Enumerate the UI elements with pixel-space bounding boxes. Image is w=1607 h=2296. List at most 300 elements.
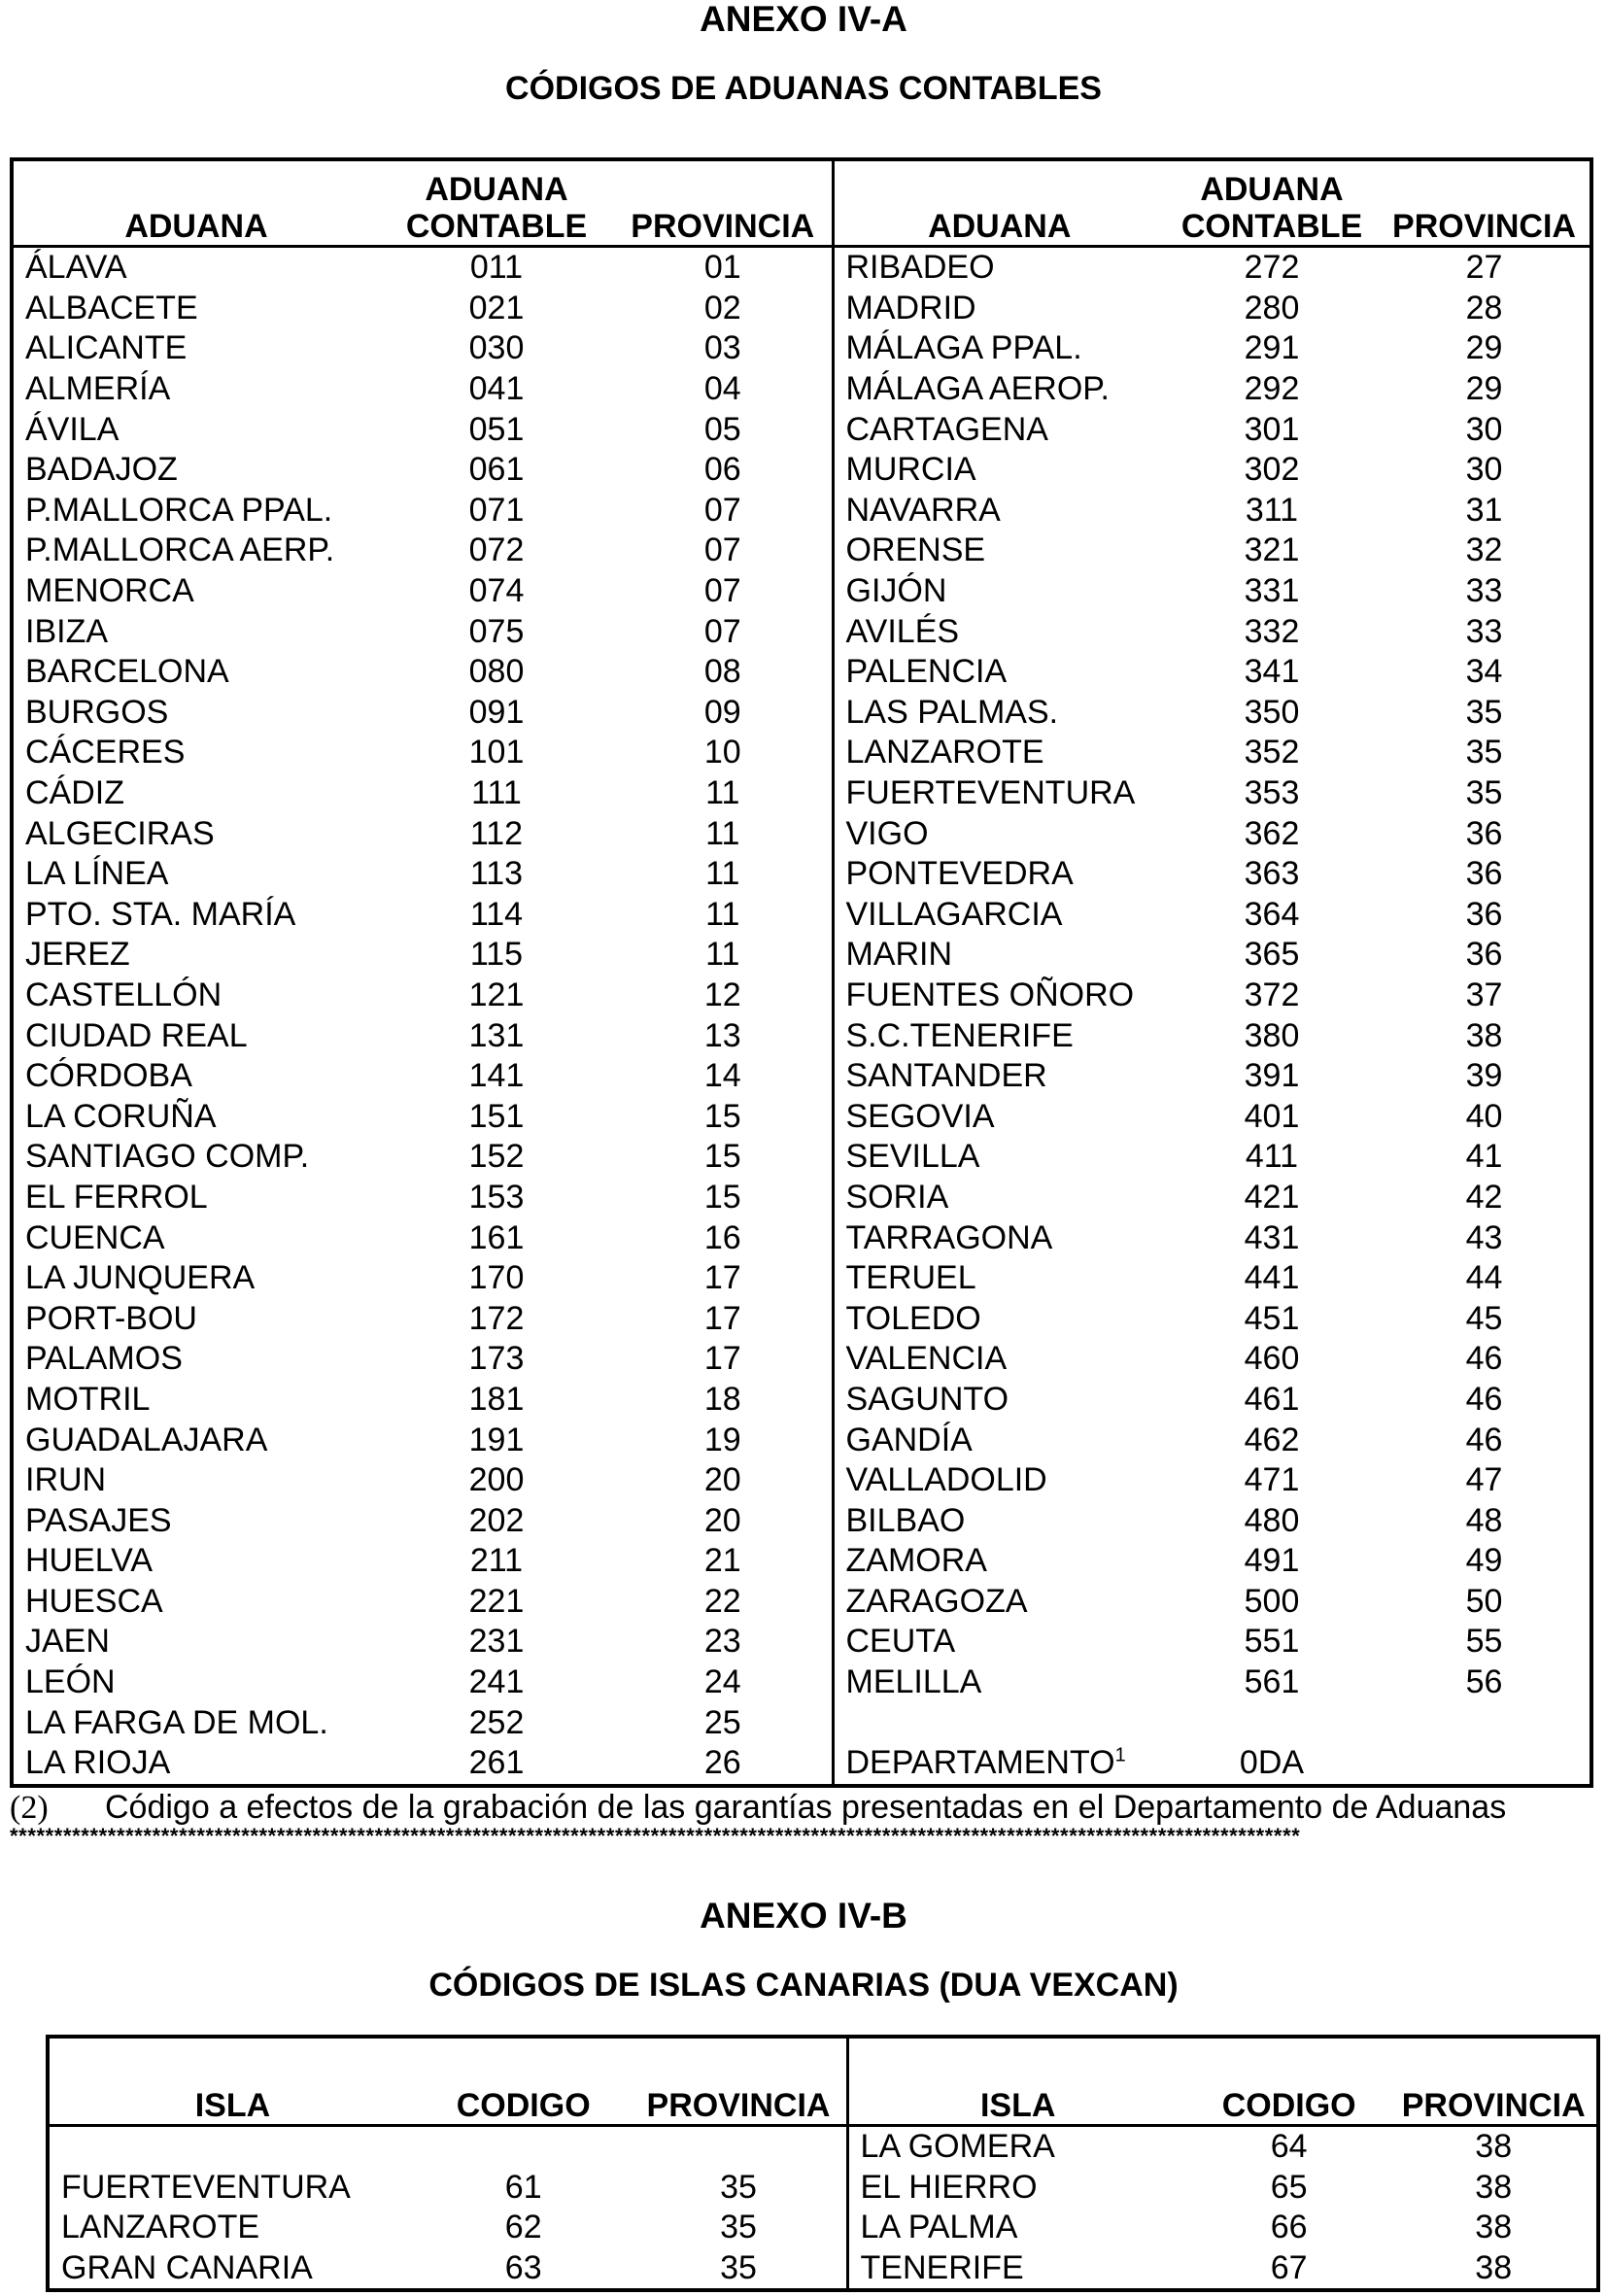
aduana-cell: BILBAO: [833, 1500, 1165, 1541]
contable-cell: 112: [469, 814, 524, 852]
provincia-cell: 15: [703, 1138, 741, 1176]
contable-cell: 471: [1244, 1461, 1300, 1499]
isla-cell: LANZAROTE: [61, 2209, 260, 2246]
contable-cell: 365: [1244, 936, 1300, 974]
aduana-cell: ZAMORA: [833, 1541, 1165, 1582]
contable-cell: 114: [469, 895, 524, 933]
aduana-cell: SAGUNTO: [833, 1380, 1165, 1421]
footnote-text: Código a efectos de la grabación de las garantías presentadas en el Departamento de Aduanas: [105, 1789, 1507, 1826]
aduana-cell: CEUTA: [833, 1622, 1165, 1662]
provincia-cell: [631, 2126, 847, 2168]
contable-cell: 041: [468, 370, 525, 408]
provincia-cell: 23: [703, 1623, 741, 1661]
contable-cell: 111: [471, 774, 522, 812]
isla-cell: LA PALMA: [847, 2208, 1187, 2248]
table-header-row: [48, 2037, 1598, 2126]
aduana-cell: MÁLAGA AEROP.: [833, 369, 1165, 410]
contable-cell: 380: [1244, 1016, 1300, 1054]
table-row: [12, 571, 1591, 612]
contable-cell: 0DA: [1239, 1744, 1305, 1782]
contable-cell: 272: [1244, 249, 1300, 287]
table-header-row: [12, 159, 1591, 247]
aduana-cell: SANTANDER: [833, 1056, 1165, 1097]
contable-cell: 421: [1244, 1178, 1300, 1216]
aduana-cell: VALENCIA: [833, 1339, 1165, 1380]
provincia-cell: 37: [1465, 976, 1503, 1013]
provincia-cell: 36: [1465, 895, 1503, 933]
customs-codes-table: [10, 157, 1593, 1788]
aduana-cell: LANZAROTE: [833, 733, 1165, 773]
isla-cell: EL HIERRO: [847, 2168, 1187, 2209]
header-isla-left: ISLA: [48, 2037, 416, 2126]
contable-cell: 480: [1244, 1501, 1300, 1539]
table-row: [12, 935, 1591, 976]
provincia-cell: 38: [1465, 1016, 1503, 1054]
contable-cell: 302: [1244, 451, 1300, 489]
table-row: [12, 611, 1591, 652]
aduana-cell: S.C.TENERIFE: [833, 1015, 1165, 1056]
contable-cell: 460: [1244, 1340, 1300, 1378]
aduana-cell: PORT-BOU: [25, 1299, 197, 1337]
contable-cell: 301: [1244, 410, 1300, 448]
contable-cell: 292: [1244, 370, 1300, 408]
provincia-cell: 39: [1465, 1057, 1503, 1095]
provincia-cell: 49: [1465, 1542, 1503, 1580]
aduana-cell: SEVILLA: [833, 1137, 1165, 1178]
provincia-cell: 21: [703, 1542, 741, 1580]
table-row: [12, 1298, 1591, 1339]
table-row: [12, 1137, 1591, 1178]
aduana-cell: FUENTES OÑORO: [833, 976, 1165, 1016]
table-row: [12, 813, 1591, 854]
aduana-cell: ORENSE: [833, 531, 1165, 571]
aduana-cell: PONTEVEDRA: [833, 854, 1165, 895]
canary-islands-body: [48, 2126, 1598, 2291]
contable-cell: 451: [1244, 1299, 1300, 1337]
aduana-cell: ALGECIRAS: [25, 814, 215, 852]
provincia-cell: 56: [1465, 1663, 1503, 1701]
provincia-cell: 36: [1465, 936, 1503, 974]
table-row: [12, 733, 1591, 773]
contable-cell: 332: [1244, 612, 1300, 650]
provincia-cell: 35: [720, 2209, 757, 2246]
aduana-cell: IRUN: [25, 1461, 107, 1499]
aduana-cell: MÁLAGA PPAL.: [833, 328, 1165, 369]
isla-cell: TENERIFE: [847, 2248, 1187, 2291]
contable-cell: 341: [1244, 653, 1300, 691]
provincia-cell: 48: [1465, 1501, 1503, 1539]
aduana-cell: TOLEDO: [833, 1298, 1165, 1339]
contable-cell: 113: [469, 855, 524, 893]
contable-cell: 202: [468, 1501, 525, 1539]
table-row: [12, 328, 1591, 369]
aduana-cell: TARRAGONA: [833, 1217, 1165, 1258]
contable-cell: 170: [468, 1259, 525, 1297]
footnote-number: (2): [10, 1790, 49, 1826]
aduana-cell: ÁVILA: [25, 410, 120, 448]
table-row: [12, 1015, 1591, 1056]
isla-cell: [48, 2126, 416, 2168]
table-row: [12, 693, 1591, 734]
contable-cell: 280: [1244, 289, 1300, 326]
provincia-cell: 08: [703, 653, 741, 691]
provincia-cell: 35: [720, 2249, 757, 2287]
provincia-cell: 09: [703, 693, 741, 731]
table-row: [12, 531, 1591, 571]
aduana-cell: TERUEL: [833, 1258, 1165, 1299]
provincia-cell: 25: [703, 1703, 741, 1741]
provincia-cell: 30: [1465, 410, 1503, 448]
table-row: [12, 1056, 1591, 1097]
aduana-cell: SORIA: [833, 1178, 1165, 1218]
table-row: [12, 369, 1591, 410]
aduana-cell: AVILÉS: [833, 611, 1165, 652]
aduana-cell: MADRID: [833, 289, 1165, 329]
header-provincia-left: PROVINCIA: [631, 2037, 847, 2126]
contable-cell: 500: [1244, 1582, 1300, 1620]
provincia-cell: 15: [703, 1178, 741, 1216]
provincia-cell: 07: [703, 572, 741, 610]
footnote: [10, 1789, 1603, 1827]
table-row: [48, 2168, 1598, 2209]
contable-cell: 231: [468, 1623, 525, 1661]
table-row: [12, 289, 1591, 329]
provincia-cell: 36: [1465, 855, 1503, 893]
provincia-cell: 38: [1475, 2249, 1513, 2287]
provincia-cell: [1379, 1743, 1591, 1786]
contable-cell: 353: [1244, 774, 1300, 812]
table-row: [12, 1178, 1591, 1218]
provincia-cell: 55: [1465, 1623, 1503, 1661]
provincia-cell: 47: [1465, 1461, 1503, 1499]
provincia-cell: 31: [1465, 491, 1503, 529]
contable-cell: 350: [1244, 693, 1300, 731]
aduana-cell: SEGOVIA: [833, 1096, 1165, 1137]
header-aduana-left: ADUANA: [12, 159, 379, 247]
header-codigo-right: CODIGO: [1187, 2037, 1391, 2126]
table-row: [12, 1217, 1591, 1258]
provincia-cell: 11: [705, 814, 740, 852]
provincia-cell: 28: [1465, 289, 1503, 326]
contable-cell: 462: [1244, 1421, 1300, 1458]
aduana-cell: LA CORUÑA: [25, 1097, 217, 1135]
aduana-cell: CARTAGENA: [833, 409, 1165, 450]
provincia-cell: 12: [703, 976, 741, 1013]
provincia-cell: 02: [703, 289, 741, 326]
aduana-cell: CÓRDOBA: [25, 1057, 192, 1095]
table-row: [12, 1743, 1591, 1786]
aduana-cell: HUELVA: [25, 1542, 154, 1580]
aduana-cell: GUADALAJARA: [25, 1421, 268, 1458]
aduana-cell: CÁCERES: [25, 734, 186, 771]
contable-cell: 362: [1244, 814, 1300, 852]
provincia-cell: 06: [703, 451, 741, 489]
contable-cell: 071: [468, 491, 525, 529]
contable-cell: 075: [468, 612, 525, 650]
codigo-cell: 65: [1270, 2168, 1308, 2206]
provincia-cell: 26: [703, 1744, 741, 1782]
provincia-cell: 18: [703, 1380, 741, 1418]
contable-cell: 461: [1244, 1380, 1300, 1418]
provincia-cell: 27: [1465, 249, 1503, 287]
contable-cell: 191: [468, 1421, 525, 1458]
provincia-cell: 40: [1465, 1097, 1503, 1135]
provincia-cell: 50: [1465, 1582, 1503, 1620]
codigo-cell: 62: [504, 2209, 542, 2246]
table-row: [12, 1582, 1591, 1623]
provincia-cell: 11: [705, 855, 740, 893]
header-contable-right: [1165, 159, 1379, 247]
aduana-cell: VILLAGARCIA: [833, 895, 1165, 936]
provincia-cell: 36: [1465, 814, 1503, 852]
provincia-cell: [1379, 1702, 1591, 1743]
contable-cell: 561: [1244, 1663, 1300, 1701]
aduana-cell: BADAJOZ: [25, 451, 178, 489]
contable-cell: 101: [468, 734, 525, 771]
aduana-cell: BARCELONA: [25, 653, 229, 691]
aduana-cell: P.MALLORCA AERP.: [25, 531, 335, 569]
contable-cell: 441: [1244, 1259, 1300, 1297]
aduana-cell: HUESCA: [25, 1582, 163, 1620]
table-row: [12, 247, 1591, 289]
aduana-cell: JAEN: [25, 1623, 110, 1661]
aduana-cell: MOTRIL: [25, 1380, 151, 1418]
provincia-cell: 45: [1465, 1299, 1503, 1337]
aduana-cell: CASTELLÓN: [25, 976, 222, 1013]
header-codigo-left: CODIGO: [416, 2037, 632, 2126]
aduana-cell: EL FERROL: [25, 1178, 208, 1216]
aduana-cell: MARIN: [833, 935, 1165, 976]
canary-islands-table: [46, 2035, 1600, 2292]
table-row: [12, 491, 1591, 531]
annex-b-title: ANEXO IV-B: [700, 1896, 907, 1936]
contable-cell: 011: [469, 249, 524, 287]
provincia-cell: 33: [1465, 572, 1503, 610]
codigo-cell: 64: [1270, 2128, 1308, 2166]
aduana-cell: ALBACETE: [25, 289, 198, 326]
table-row: [12, 409, 1591, 450]
contable-cell: 131: [468, 1016, 525, 1054]
contable-cell: 072: [468, 531, 525, 569]
contable-cell: 241: [468, 1663, 525, 1701]
provincia-cell: 13: [703, 1016, 741, 1054]
header-provincia-left: PROVINCIA: [614, 159, 833, 247]
annex-a-title: ANEXO IV-A: [700, 0, 907, 39]
provincia-cell: 17: [703, 1259, 741, 1297]
provincia-cell: 07: [703, 612, 741, 650]
header-contable-line2: CONTABLE: [405, 208, 588, 245]
provincia-cell: 32: [1465, 531, 1503, 569]
contable-cell: 211: [469, 1542, 524, 1580]
aduana-cell: GANDÍA: [833, 1420, 1165, 1460]
contable-cell: 352: [1244, 734, 1300, 771]
provincia-cell: 22: [703, 1582, 741, 1620]
provincia-cell: 41: [1465, 1138, 1503, 1176]
customs-codes-body: [12, 247, 1591, 1786]
contable-cell: 030: [468, 329, 525, 367]
asterisk-separator: *************************************************************************************************************************************************: [10, 1825, 1301, 1848]
table-row: [12, 1541, 1591, 1582]
provincia-cell: 44: [1465, 1259, 1503, 1297]
provincia-cell: 04: [703, 370, 741, 408]
table-row: [12, 1500, 1591, 1541]
aduana-cell: MURCIA: [833, 450, 1165, 491]
contable-cell: 491: [1244, 1542, 1300, 1580]
aduana-cell: RIBADEO: [833, 247, 1165, 289]
aduana-cell: FUERTEVENTURA: [833, 773, 1165, 814]
contable-cell: 221: [468, 1582, 525, 1620]
provincia-cell: 24: [703, 1663, 741, 1701]
provincia-cell: 20: [703, 1501, 741, 1539]
annex-a-subtitle: CÓDIGOS DE ADUANAS CONTABLES: [505, 70, 1102, 107]
aduana-cell: [833, 1702, 1165, 1743]
contable-cell: 181: [468, 1380, 525, 1418]
contable-cell: 121: [468, 976, 525, 1013]
header-contable-line2: CONTABLE: [1180, 208, 1363, 245]
table-row: [12, 450, 1591, 491]
provincia-cell: 42: [1465, 1178, 1503, 1216]
contable-cell: 411: [1245, 1138, 1299, 1176]
header-isla-right: ISLA: [847, 2037, 1187, 2126]
aduana-cell: LA FARGA DE MOL.: [25, 1703, 328, 1741]
table-row: [12, 1662, 1591, 1703]
contable-cell: 431: [1244, 1218, 1300, 1256]
contable-cell: 372: [1244, 976, 1300, 1013]
aduana-cell: JEREZ: [25, 936, 130, 974]
aduana-cell: IBIZA: [25, 612, 109, 650]
table-row: [48, 2126, 1598, 2168]
provincia-cell: 30: [1465, 451, 1503, 489]
provincia-cell: 35: [1465, 734, 1503, 771]
codigo-cell: 63: [504, 2249, 542, 2287]
header-aduana-right: ADUANA: [833, 159, 1165, 247]
header-provincia-right: PROVINCIA: [1379, 159, 1591, 247]
contable-cell: 363: [1244, 855, 1300, 893]
table-row: [12, 1420, 1591, 1460]
header-contable-line1: ADUANA: [1200, 171, 1344, 208]
aduana-cell: ALMERÍA: [25, 370, 171, 408]
table-row: [48, 2208, 1598, 2248]
aduana-cell: MENORCA: [25, 572, 194, 610]
aduana-cell: PASAJES: [25, 1501, 172, 1539]
aduana-cell: GIJÓN: [833, 571, 1165, 612]
provincia-cell: 35: [1465, 693, 1503, 731]
aduana-cell: P.MALLORCA PPAL.: [25, 491, 333, 529]
table-row: [12, 1339, 1591, 1380]
aduana-cell: PALAMOS: [25, 1340, 183, 1378]
provincia-cell: 17: [703, 1299, 741, 1337]
table-row: [12, 1460, 1591, 1501]
codigo-cell: 66: [1270, 2209, 1308, 2246]
provincia-cell: 46: [1465, 1421, 1503, 1458]
contable-cell: 311: [1245, 491, 1299, 529]
table-row: [12, 1258, 1591, 1299]
provincia-cell: 16: [703, 1218, 741, 1256]
contable-cell: 252: [468, 1703, 525, 1741]
provincia-cell: 38: [1475, 2128, 1513, 2166]
header-contable-line1: ADUANA: [425, 171, 568, 208]
contable-cell: 061: [468, 451, 525, 489]
footnote-marker: 1: [1114, 1744, 1126, 1766]
provincia-cell: 33: [1465, 612, 1503, 650]
table-row: [12, 1096, 1591, 1137]
aduana-cell: CIUDAD REAL: [25, 1016, 248, 1054]
provincia-cell: 05: [703, 410, 741, 448]
aduana-cell: BURGOS: [25, 693, 169, 731]
provincia-cell: 35: [720, 2168, 757, 2206]
contable-cell: 074: [468, 572, 525, 610]
contable-cell: 391: [1244, 1057, 1300, 1095]
provincia-cell: 07: [703, 531, 741, 569]
contable-cell: 291: [1244, 329, 1300, 367]
aduana-cell: LEÓN: [25, 1663, 116, 1701]
table-row: [12, 895, 1591, 936]
codigo-cell: [416, 2126, 632, 2168]
header-contable-left: [379, 159, 614, 247]
aduana-cell: LA LÍNEA: [25, 855, 169, 893]
provincia-cell: 20: [703, 1461, 741, 1499]
aduana-cell: PTO. STA. MARÍA: [25, 895, 296, 933]
provincia-cell: 17: [703, 1340, 741, 1378]
aduana-cell: ZARAGOZA: [833, 1582, 1165, 1623]
aduana-cell: MELILLA: [833, 1662, 1165, 1703]
contable-cell: 091: [468, 693, 525, 731]
provincia-cell: 19: [703, 1421, 741, 1458]
contable-cell: 200: [468, 1461, 525, 1499]
provincia-cell: 10: [703, 734, 741, 771]
provincia-cell: 15: [703, 1097, 741, 1135]
contable-cell: 152: [468, 1138, 525, 1176]
contable-cell: 551: [1244, 1623, 1300, 1661]
provincia-cell: 34: [1465, 653, 1503, 691]
isla-cell: GRAN CANARIA: [61, 2249, 313, 2287]
provincia-cell: 01: [703, 249, 741, 287]
provincia-cell: 29: [1465, 329, 1503, 367]
contable-cell: 153: [468, 1178, 525, 1216]
codigo-cell: 61: [504, 2168, 542, 2206]
contable-cell: 364: [1244, 895, 1300, 933]
aduana-cell: CUENCA: [25, 1218, 165, 1256]
contable-cell: 051: [468, 410, 525, 448]
provincia-cell: 43: [1465, 1218, 1503, 1256]
contable-cell: 141: [468, 1057, 525, 1095]
provincia-cell: 03: [703, 329, 741, 367]
provincia-cell: 35: [1465, 774, 1503, 812]
provincia-cell: 46: [1465, 1340, 1503, 1378]
aduana-label: DEPARTAMENTO: [845, 1744, 1115, 1782]
aduana-cell: ALICANTE: [25, 329, 188, 367]
provincia-cell: 38: [1475, 2209, 1513, 2246]
contable-cell: 401: [1244, 1097, 1300, 1135]
provincia-cell: 29: [1465, 370, 1503, 408]
table-row: [12, 854, 1591, 895]
contable-cell: 151: [468, 1097, 525, 1135]
codigo-cell: 67: [1270, 2249, 1308, 2287]
provincia-cell: 07: [703, 491, 741, 529]
provincia-cell: 11: [705, 895, 740, 933]
aduana-cell: VIGO: [833, 813, 1165, 854]
table-row: [12, 652, 1591, 693]
annex-b-subtitle: CÓDIGOS DE ISLAS CANARIAS (DUA VEXCAN): [428, 1967, 1179, 2004]
contable-cell: 080: [468, 653, 525, 691]
provincia-cell: 14: [703, 1057, 741, 1095]
isla-cell: FUERTEVENTURA: [61, 2168, 351, 2206]
table-row: [12, 1380, 1591, 1421]
aduana-cell: LA RIOJA: [25, 1744, 171, 1782]
provincia-cell: 11: [705, 936, 740, 974]
aduana-cell: NAVARRA: [833, 491, 1165, 531]
table-row: [12, 1702, 1591, 1743]
